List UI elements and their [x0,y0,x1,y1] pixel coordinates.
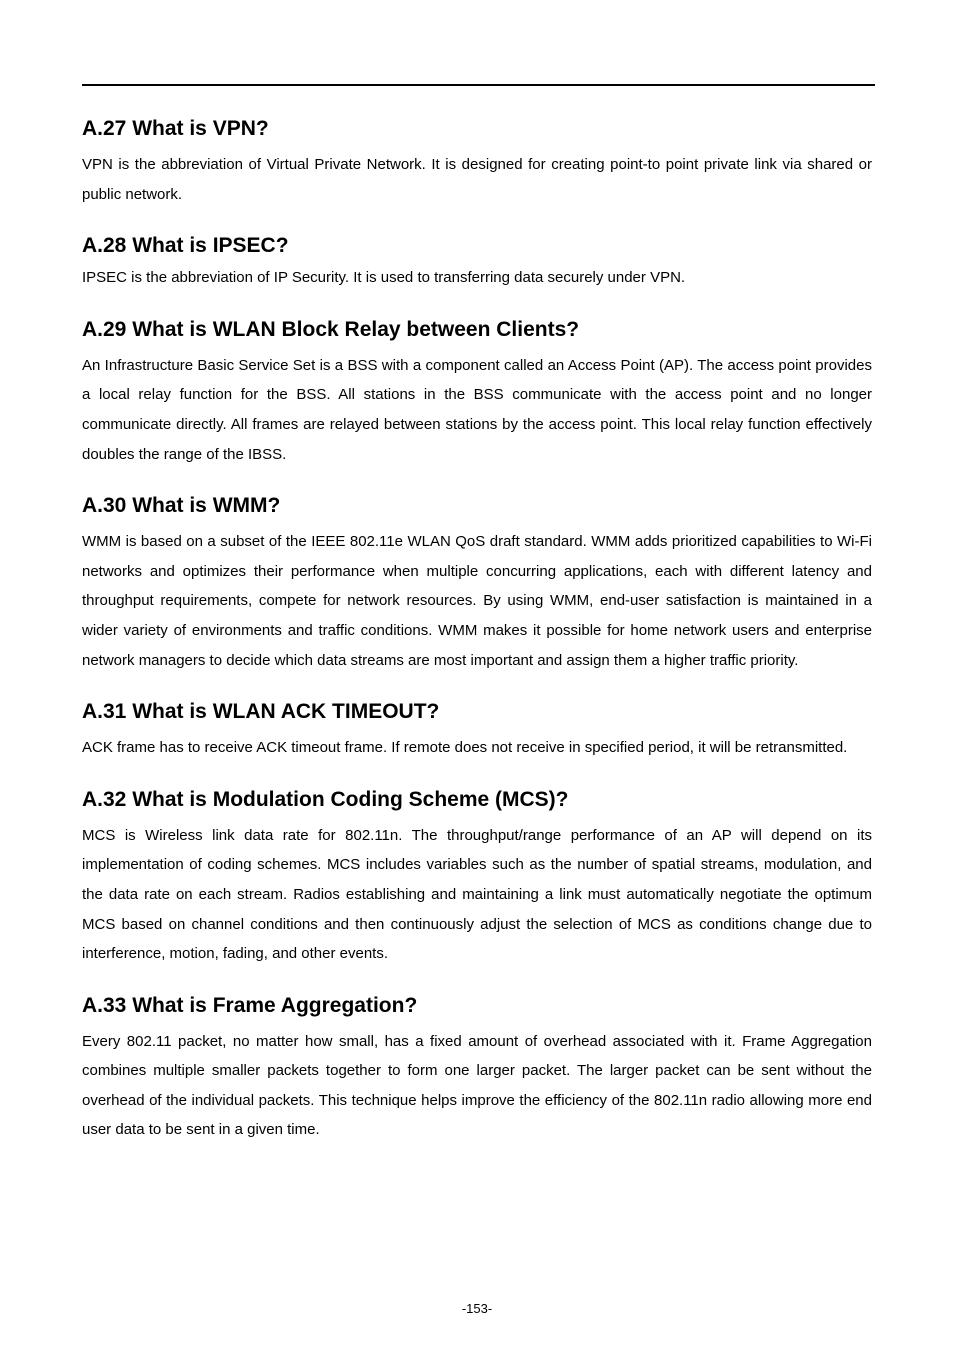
section-frame-aggregation [82,991,872,1145]
section-body: ACK frame has to receive ACK timeout frame. If remote does not receive in specified period, it will be retransmitted. [82,739,848,757]
section-body: An Infrastructure Basic Service Set is a BSS with a component called an Access Point (AP). The access point provides a local relay function for the BSS. All stations in the BSS communicate with the access point and no longer communicate directly. All frames are relayed between stations by the access point. This local relay function effectively doubles the range of the IBSS. [82,356,872,463]
section-heading: A.31 What is WLAN ACK TIMEOUT? [82,700,440,724]
section-wlan-block-relay [82,315,872,469]
section-heading: A.32 What is Modulation Coding Scheme (MCS)? [82,787,569,811]
section-body: IPSEC is the abbreviation of IP Security. It is used to transferring data securely under VPN. [82,269,686,287]
section-heading: A.29 What is WLAN Block Relay between Clients? [82,317,580,341]
page-number: -153- [461,1301,493,1316]
section-body: Every 802.11 packet, no matter how small, has a fixed amount of overhead associated with it. Frame Aggregation combines multiple smaller packets together to form one larger packet. The larger packet can be sent without the overhead of the individual packets. This technique helps improve the efficiency of the 802.11n radio allowing more end user data to be sent in a given time. [82,1032,872,1139]
section-body: VPN is the abbreviation of Virtual Private Network. It is designed for creating point-to point private link via shared or public network. [82,156,872,203]
page-content [82,114,872,1145]
section-wlan-ack-timeout [82,697,872,763]
section-body: WMM is based on a subset of the IEEE 802.11e WLAN QoS draft standard. WMM adds prioritized capabilities to Wi-Fi networks and optimizes their performance when multiple concurring applications, each with different latency and throughput requirements, compete for network resources. By using WMM, end-user satisfaction is maintained in a wider variety of environments and traffic conditions. WMM makes it possible for home network users and enterprise network managers to decide which data streams are most important and assign them a higher traffic priority. [82,533,872,669]
section-heading: A.28 What is IPSEC? [82,234,289,258]
header-rule [82,84,875,86]
section-heading: A.30 What is WMM? [82,494,281,518]
section-heading: A.27 What is VPN? [82,117,269,140]
section-mcs [82,785,872,969]
section-vpn [82,114,872,209]
section-wmm [82,491,872,675]
section-ipsec [82,231,872,293]
section-body: MCS is Wireless link data rate for 802.11n. The throughput/range performance of an AP will depend on its implementation of coding schemes. MCS includes variables such as the number of spatial streams, modulation, and the data rate on each stream. Radios establishing and maintaining a link must automatically negotiate the optimum MCS based on channel conditions and then continuously adjust the selection of MCS as conditions change due to interference, motion, fading, and other events. [82,826,872,963]
section-heading: A.33 What is Frame Aggregation? [82,993,418,1017]
